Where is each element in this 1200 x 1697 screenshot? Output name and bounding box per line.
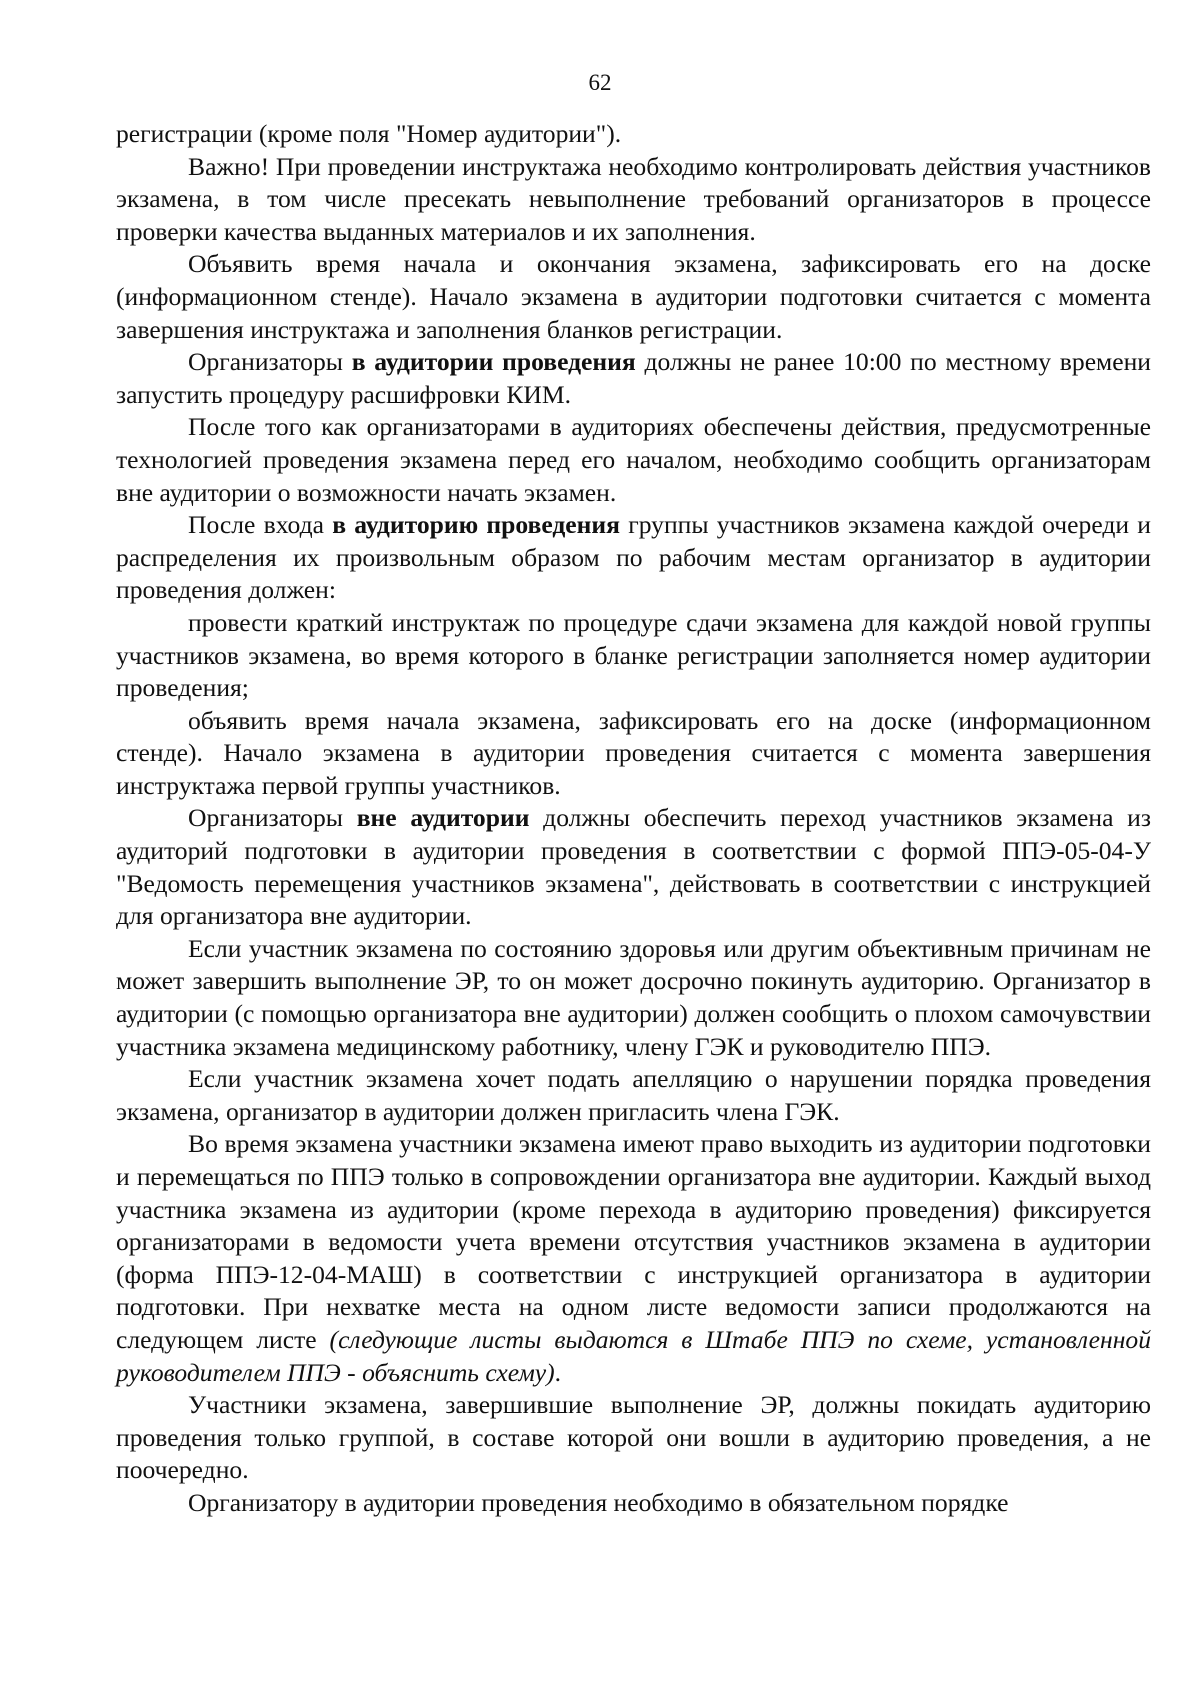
paragraph-1: регистрации (кроме поля "Номер аудитории"). bbox=[116, 119, 622, 148]
bold-emphasis: в аудитории проведения bbox=[351, 347, 636, 377]
paragraph-9: Организаторы вне аудитории должны обеспечить переход участников экзамена из аудиторий подготовки в аудитории проведения в соответствии с формой ППЭ-05-04-У "Ведомость перемещения участников экзамена", действовать в соответствии с инструкцией для организатора вне аудитории. bbox=[116, 803, 1151, 931]
paragraph-6: После входа в аудиторию проведения группы участников экзамена каждой очереди и распределения их произвольным образом по рабочим местам организатор в аудитории проведения должен: bbox=[116, 510, 1151, 605]
document-body bbox=[116, 118, 1151, 1520]
page-number: 62 bbox=[588, 70, 612, 95]
paragraph-3: Объявить время начала и окончания экзамена, зафиксировать его на доске (информационном стенде). Начало экзамена в аудитории подготовки считается с момента завершения инструктажа и заполнения бланков регистрации. bbox=[116, 249, 1151, 344]
bold-emphasis: в аудиторию проведения bbox=[332, 510, 621, 540]
paragraph-10: Если участник экзамена по состоянию здоровья или другим объективным причинам не может завершить выполнение ЭР, то он может досрочно покинуть аудиторию. Организатор в аудитории (с помощью организатора вне аудитории) должен сообщить о плохом самочувствии участника экзамена медицинскому работнику, члену ГЭК и руководителю ППЭ. bbox=[116, 933, 1151, 1061]
paragraph-14: Организатору в аудитории проведения необходимо в обязательном порядке bbox=[188, 1487, 1009, 1517]
paragraph-11: Если участник экзамена хочет подать апелляцию о нарушении порядка проведения экзамена, организатор в аудитории должен пригласить члена ГЭК. bbox=[116, 1064, 1151, 1126]
paragraph-5: После того как организаторами в аудиториях обеспечены действия, предусмотренные технологией проведения экзамена перед его началом, необходимо сообщить организаторам вне аудитории о возможности начать экзамен. bbox=[116, 412, 1151, 507]
paragraph-13: Участники экзамена, завершившие выполнение ЭР, должны покидать аудиторию проведения только группой, в составе которой они вошли в аудиторию проведения, а не поочередно. bbox=[116, 1390, 1151, 1485]
paragraph-2: Важно! При проведении инструктажа необходимо контролировать действия участников экзамена, в том числе пресекать невыполнение требований организаторов в процессе проверки качества выданных материалов и их заполнения. bbox=[116, 151, 1151, 246]
paragraph-12: Во время экзамена участники экзамена имеют право выходить из аудитории подготовки и перемещаться по ППЭ только в сопровождении организатора вне аудитории. Каждый выход участника экзамена из аудитории (кроме перехода в аудиторию проведения) фиксируется организаторами в ведомости учета времени отсутствия участников экзамена в аудитории (форма ППЭ-12-04-МАШ) в соответствии с инструкцией организатора в аудитории подготовки. При нехватке места на одном листе ведомости записи продолжаются на следующем листе (следующие листы выдаются в Штабе ППЭ по схеме, установленной руководителем ППЭ - объяснить схему). bbox=[116, 1129, 1151, 1387]
paragraph-8: объявить время начала экзамена, зафиксировать его на доске (информационном стенде). Начало экзамена в аудитории проведения считается с момента завершения инструктажа первой группы участников. bbox=[116, 705, 1151, 800]
paragraph-7: провести краткий инструктаж по процедуре сдачи экзамена для каждой новой группы участников экзамена, во время которого в бланке регистрации заполняется номер аудитории проведения; bbox=[116, 607, 1151, 703]
bold-emphasis: вне аудитории bbox=[356, 803, 530, 833]
paragraph-4: Организаторы в аудитории проведения должны не ранее 10:00 по местному времени запустить процедуру расшифровки КИМ. bbox=[116, 347, 1152, 409]
italic-note: (следующие листы выдаются в Штабе ППЭ по схеме, установленной руководителем ППЭ - объяснить схему) bbox=[116, 1324, 1151, 1387]
